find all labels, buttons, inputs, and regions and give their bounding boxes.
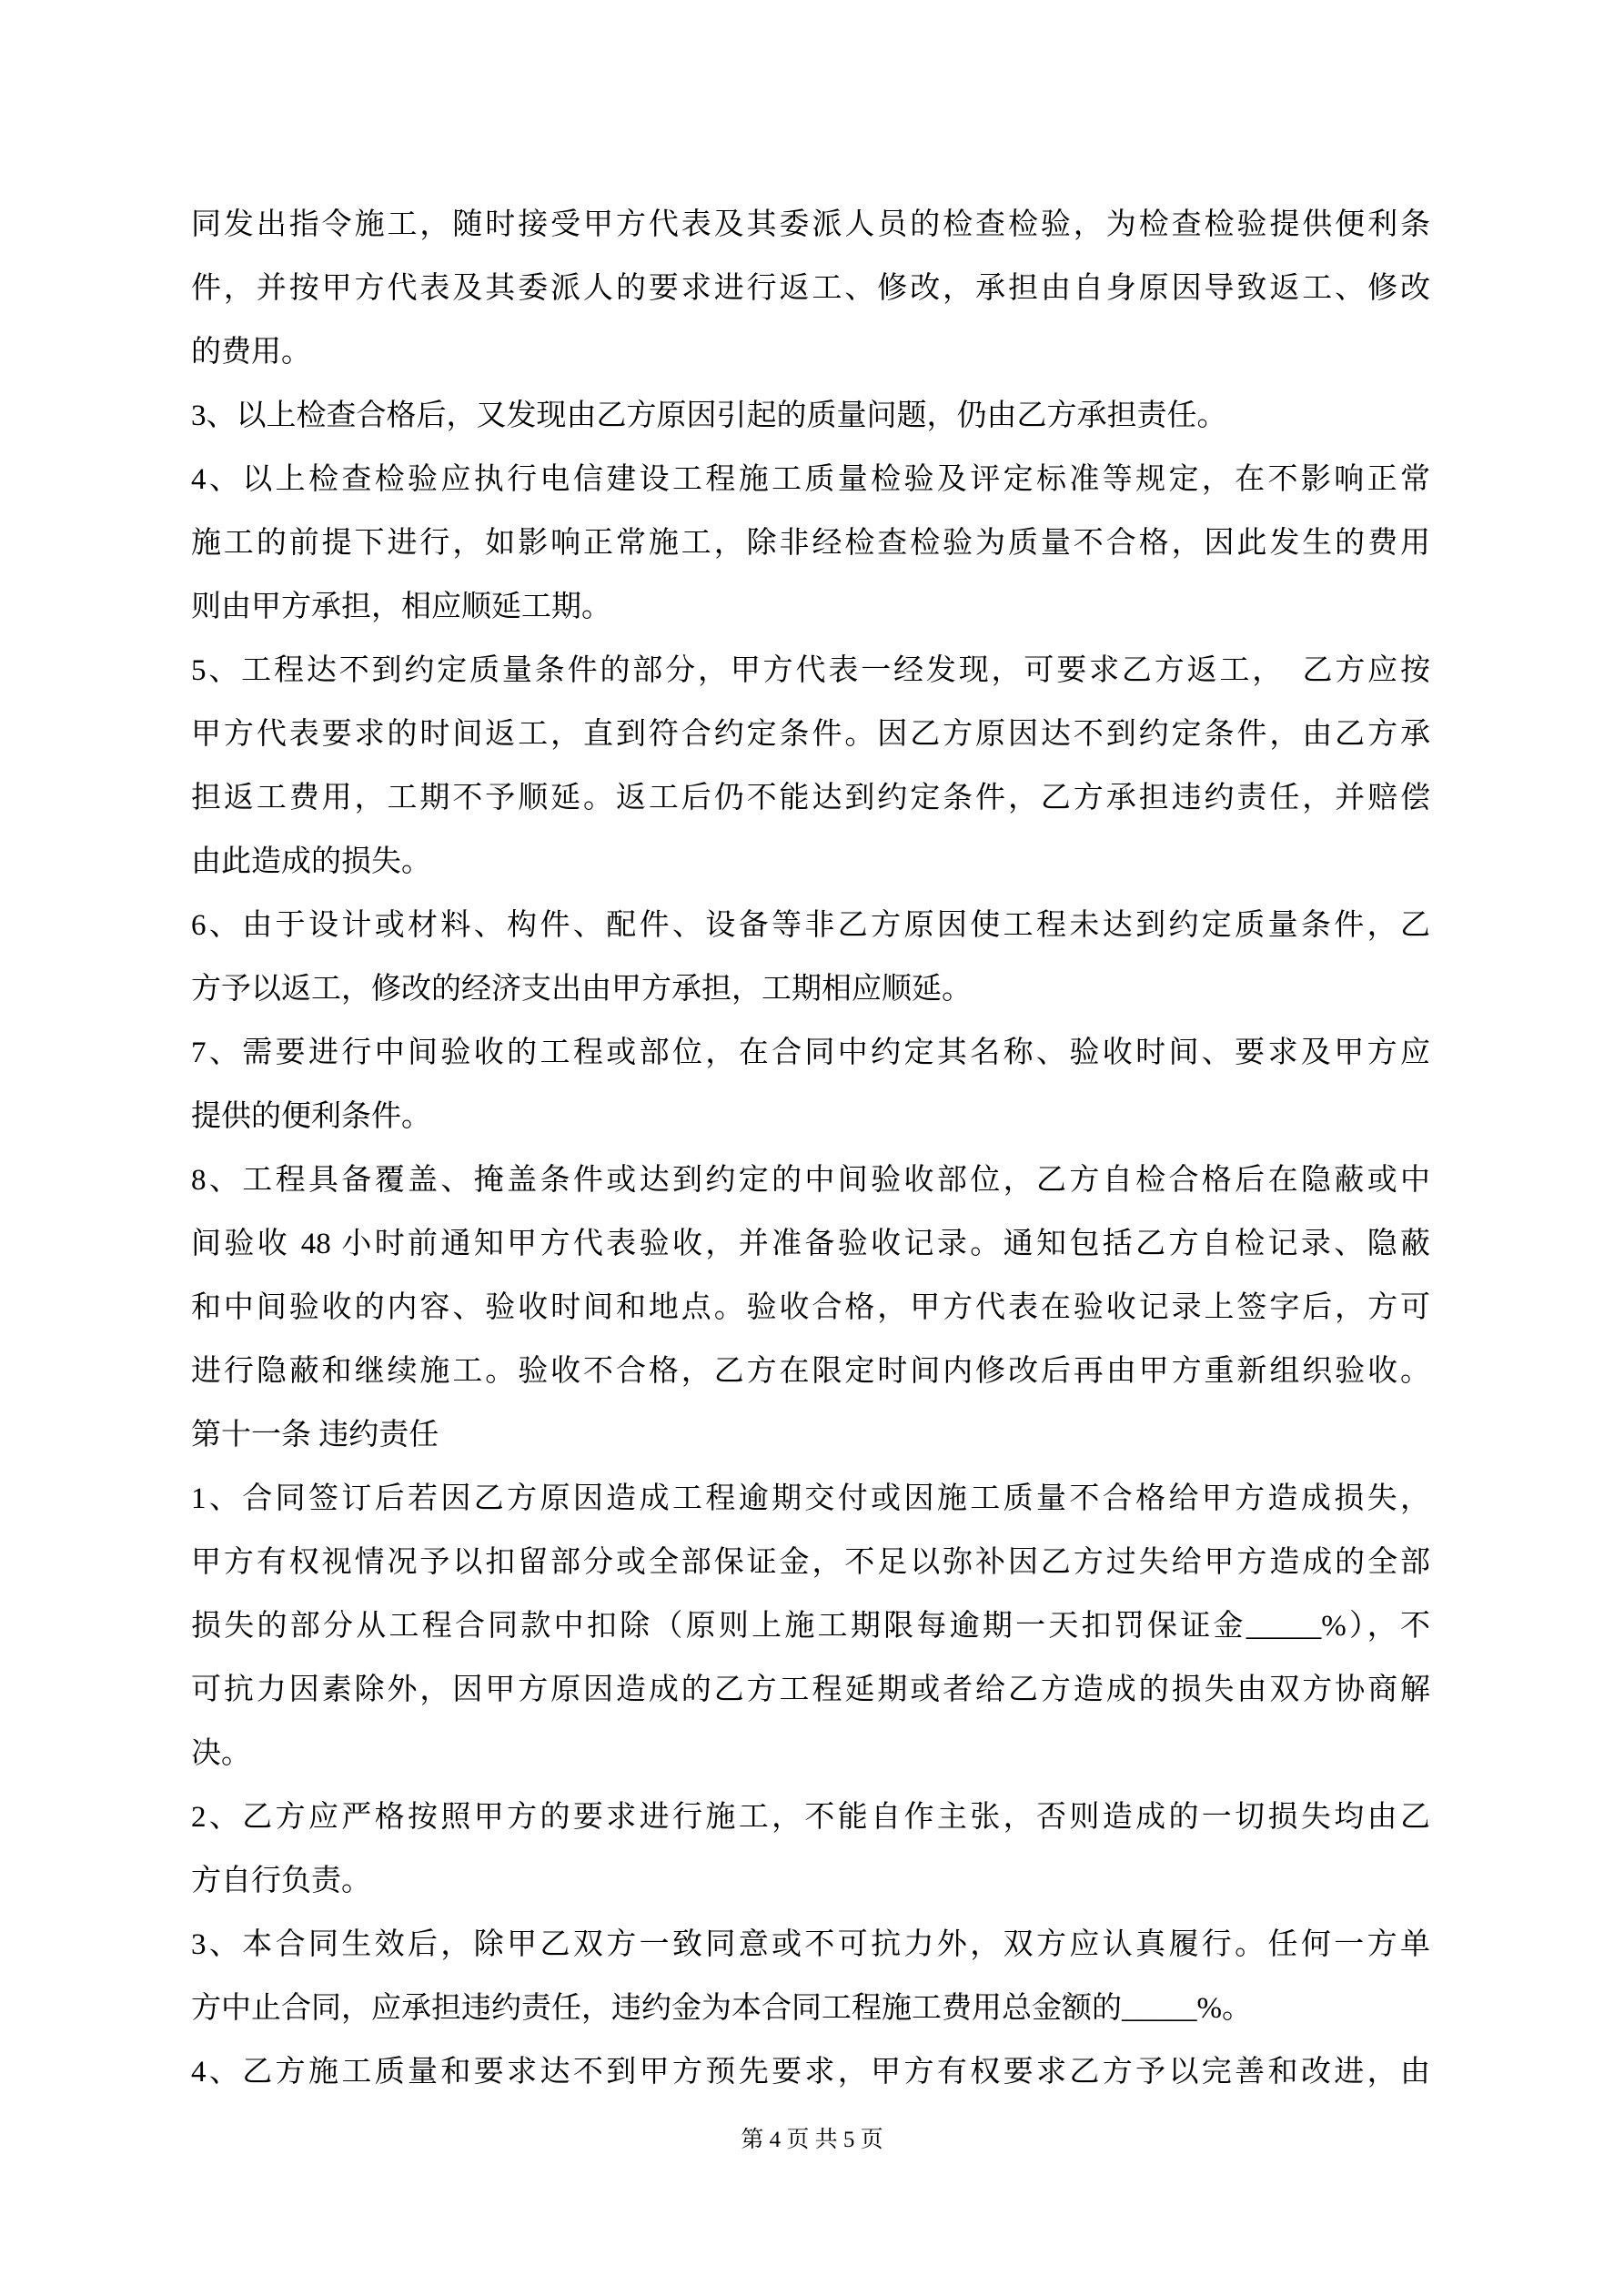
contract-line-item-5: 5、工程达不到约定质量条件的部分，甲方代表一经发现，可要求乙方返工， 乙方应按 bbox=[191, 654, 1430, 687]
contract-line: 提供的便利条件。 bbox=[191, 1100, 431, 1133]
contract-line: 则由甲方承担，相应顺延工期。 bbox=[191, 591, 611, 623]
contract-line: 甲方代表要求的时间返工，直到符合约定条件。因乙方原因达不到约定条件，由乙方承 bbox=[191, 718, 1430, 751]
contract-line: 件，并按甲方代表及其委派人的要求进行返工、修改，承担由自身原因导致返工、修改 bbox=[191, 272, 1430, 305]
contract-line: 间验收 48 小时前通知甲方代表验收，并准备验收记录。通知包括乙方自检记录、隐蔽 bbox=[191, 1228, 1430, 1260]
section-heading-article-11: 第十一条 违约责任 bbox=[191, 1419, 439, 1451]
contract-line-item-7: 7、需要进行中间验收的工程或部位，在合同中约定其名称、验收时间、要求及甲方应 bbox=[191, 1037, 1430, 1069]
contract-line-penalty-blank: 损失的部分从工程合同款中扣除（原则上施工期限每逾期一天扣罚保证金_____%），不 bbox=[191, 1610, 1430, 1643]
contract-line-item-3: 3、以上检查合格后，又发现由乙方原因引起的质量问题，仍由乙方承担责任。 bbox=[191, 400, 1227, 432]
contract-line-item-4: 4、以上检查检验应执行电信建设工程施工质量检验及评定标准等规定，在不影响正常 bbox=[191, 463, 1430, 496]
contract-line-item-2: 2、乙方应严格按照甲方的要求进行施工，不能自作主张，否则造成的一切损失均由乙 bbox=[191, 1801, 1430, 1834]
contract-line-item-6: 6、由于设计或材料、构件、配件、设备等非乙方原因使工程未达到约定质量条件，乙 bbox=[191, 909, 1430, 942]
page-footer: 第 4 页 共 5 页 bbox=[741, 2128, 883, 2152]
contract-line: 同发出指令施工，随时接受甲方代表及其委派人员的检查检验，为检查检验提供便利条 bbox=[191, 208, 1430, 241]
contract-line: 由此造成的损失。 bbox=[191, 845, 431, 878]
contract-line: 的费用。 bbox=[191, 336, 311, 369]
contract-line: 施工的前提下进行，如影响正常施工，除非经检查检验为质量不合格，因此发生的费用 bbox=[191, 527, 1430, 560]
contract-line-item-8: 8、工程具备覆盖、掩盖条件或达到约定的中间验收部位，乙方自检合格后在隐蔽或中 bbox=[191, 1164, 1430, 1197]
contract-line-item-3b: 3、本合同生效后，除甲乙双方一致同意或不可抗力外，双方应认真履行。任何一方单 bbox=[191, 1928, 1430, 1961]
contract-line: 可抗力因素除外，因甲方原因造成的乙方工程延期或者给乙方造成的损失由双方协商解 bbox=[191, 1674, 1430, 1706]
contract-line-breach-blank: 方中止合同，应承担违约责任，违约金为本合同工程施工费用总金额的_____%。 bbox=[191, 1992, 1252, 2025]
contract-line: 进行隐蔽和继续施工。验收不合格，乙方在限定时间内修改后再由甲方重新组织验收。 bbox=[191, 1355, 1430, 1388]
contract-line-item-1: 1、合同签订后若因乙方原因造成工程逾期交付或因施工质量不合格给甲方造成损失， bbox=[191, 1482, 1430, 1515]
contract-line: 方予以返工，修改的经济支出由甲方承担，工期相应顺延。 bbox=[191, 973, 972, 1006]
contract-line: 担返工费用，工期不予顺延。返工后仍不能达到约定条件，乙方承担违约责任，并赔偿 bbox=[191, 782, 1430, 814]
contract-body-text bbox=[191, 193, 1430, 2104]
contract-line: 方自行负责。 bbox=[191, 1865, 371, 1897]
contract-line: 和中间验收的内容、验收时间和地点。验收合格，甲方代表在验收记录上签字后，方可 bbox=[191, 1291, 1430, 1324]
contract-line-item-4b: 4、乙方施工质量和要求达不到甲方预先要求，甲方有权要求乙方予以完善和改进，由 bbox=[191, 2056, 1430, 2089]
contract-line: 甲方有权视情况予以扣留部分或全部保证金，不足以弥补因乙方过失给甲方造成的全部 bbox=[191, 1546, 1430, 1579]
contract-line: 决。 bbox=[191, 1737, 251, 1770]
